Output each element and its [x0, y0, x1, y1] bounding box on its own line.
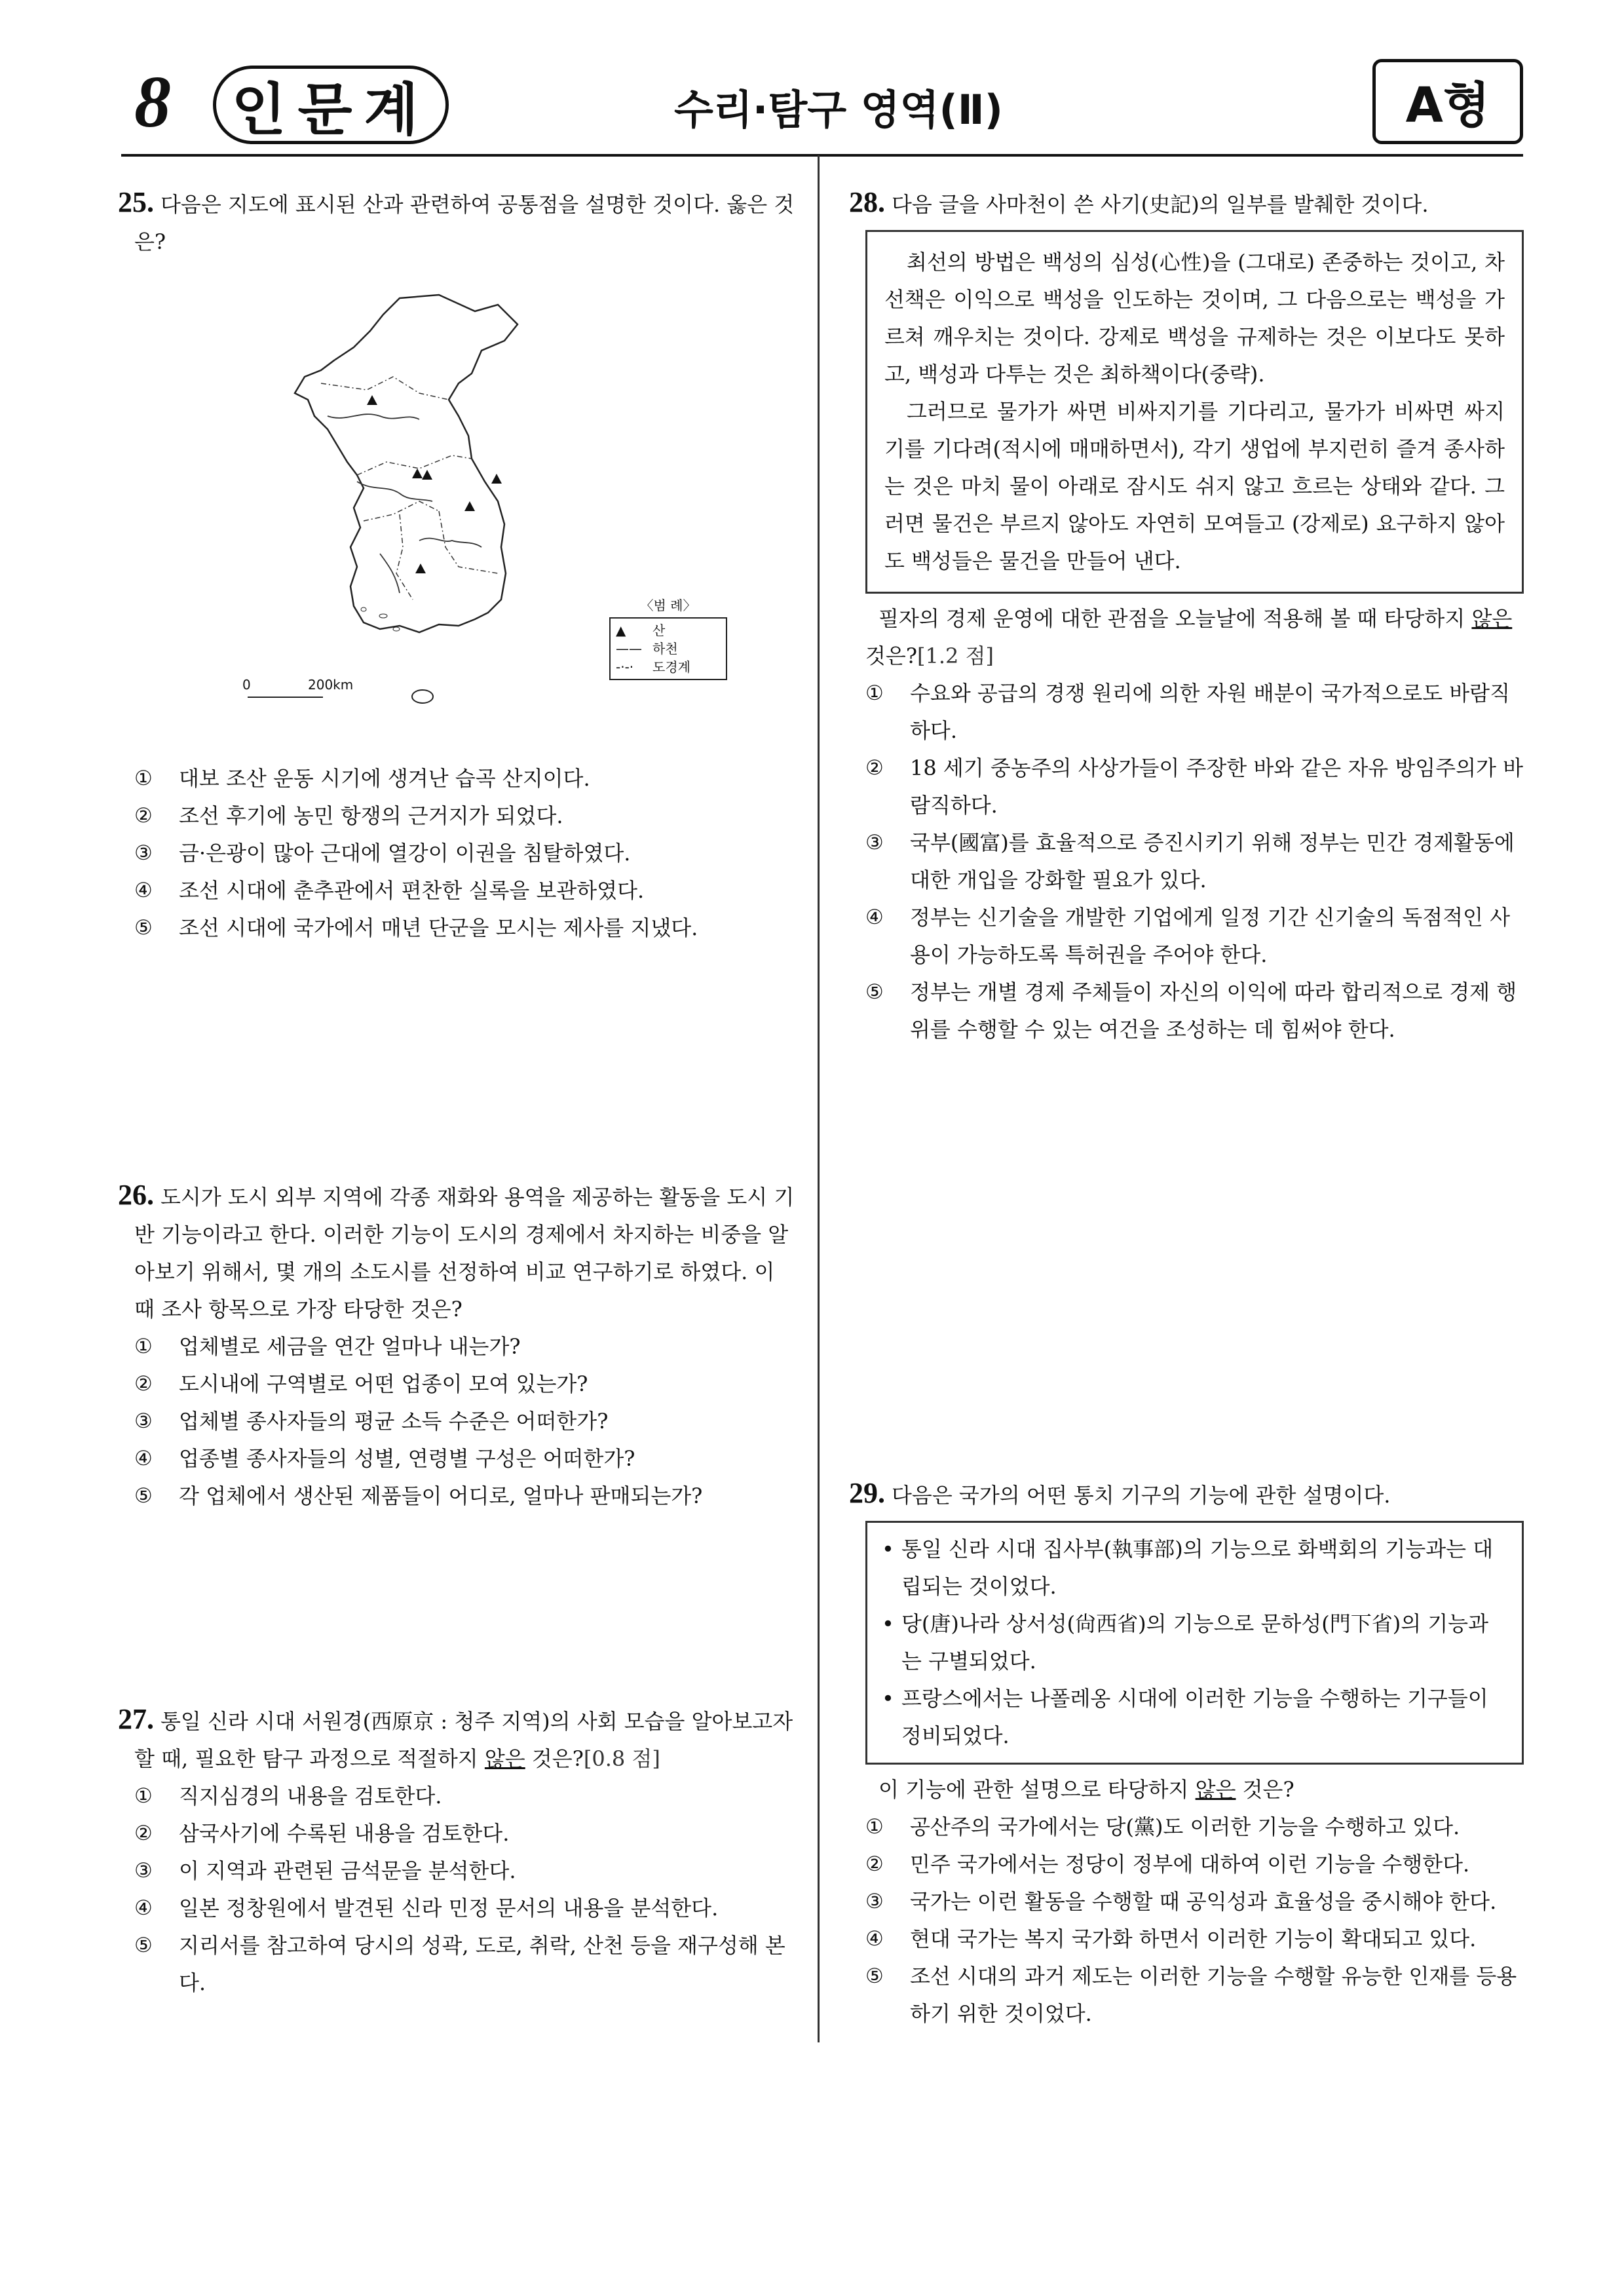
- choice-5[interactable]: ⑤ 각 업체에서 생산된 제품들이 어디로, 얼마나 판매되는가?: [134, 1483, 703, 1508]
- choice-5[interactable]: ⑤ 조선 시대의 과거 제도는 이러한 기능을 수행할 유능한 인재를 등용하기 위한 것이었다.: [865, 1964, 1517, 2026]
- underlined-negation: 않은: [1471, 606, 1513, 631]
- choice-1[interactable]: ① 공산주의 국가에서는 당(黨)도 이러한 기능을 수행하고 있다.: [865, 1814, 1460, 1839]
- choice-4[interactable]: ④ 정부는 신기술을 개발한 기업에게 일정 기간 신기술의 독점적인 사용이 가능하도록 특허권을 주어야 한다.: [865, 905, 1511, 967]
- question-number: 26.: [118, 1179, 154, 1211]
- column-divider: [818, 155, 820, 2042]
- question-stem: 27. 통일 신라 시대 서원경(西原京 : 청주 지역)의 사회 모습을 알아보고자 할 때, 필요한 탐구 과정으로 적절하지 않은 것은?[0.8 점]: [118, 1703, 793, 1771]
- question-text: 다음 글을 사마천이 쓴 사기(史記)의 일부를 발췌한 것이다.: [892, 192, 1429, 217]
- points-label: [0.8 점]: [583, 1746, 660, 1771]
- legend-title: 〈범 례〉: [640, 598, 696, 613]
- question-prompt: 이 기능에 관한 설명으로 타당하지 않은 것은?: [878, 1777, 1294, 1802]
- question-text: 다음은 국가의 어떤 통치 기구의 기능에 관한 설명이다.: [892, 1483, 1391, 1508]
- question-text: 도시가 도시 외부 지역에 각종 재화와 용역을 제공하는 활동을 도시 기반 기능이라고 한다. 이러한 기능이 도시의 경제에서 차지하는 비중을 알아보기 위해서, 몇 개의 소도시를 선정하여 비교 연구하기로 하였다. 이 때 조사 항목으로 가장 타당한 것은?: [134, 1185, 795, 1322]
- bullet-icon: •: [882, 1686, 894, 1711]
- choice-4[interactable]: ④ 현대 국가는 복지 국가화 하면서 이러한 기능이 확대되고 있다.: [865, 1926, 1477, 1951]
- choice-1[interactable]: ① 수요와 공급의 경쟁 원리에 의한 자원 배분이 국가적으로도 바람직하다.: [865, 681, 1511, 743]
- underlined-negation: 않은: [1195, 1777, 1236, 1802]
- question-26: [118, 1176, 799, 1515]
- question-29: [849, 1474, 1524, 2033]
- page-number: 8: [134, 62, 171, 143]
- choice-5[interactable]: ⑤ 조선 시대에 국가에서 매년 단군을 모시는 제사를 지냈다.: [134, 915, 698, 940]
- question-text: 다음은 지도에 표시된 산과 관련하여 공통점을 설명한 것이다. 옳은 것은?: [134, 192, 795, 254]
- question-27: [118, 1700, 799, 2002]
- choice-5[interactable]: ⑤ 지리서를 참고하여 당시의 성곽, 도로, 취락, 산천 등을 재구성해 본다.: [134, 1933, 785, 1995]
- border-dashline-icon: -·-·: [616, 659, 634, 675]
- choice-1[interactable]: ① 직지심경의 내용을 검토한다.: [134, 1784, 442, 1808]
- question-stem: [849, 1474, 1524, 1514]
- scale-distance-label: 200km: [308, 677, 354, 693]
- choice-2[interactable]: ② 삼국사기에 수록된 내용을 검토한다.: [134, 1821, 510, 1846]
- question-stem: [118, 183, 799, 261]
- choice-3[interactable]: ③ 업체별 종사자들의 평균 소득 수준은 어떠한가?: [134, 1409, 609, 1434]
- choice-3[interactable]: ③ 국가는 이런 활동을 수행할 때 공익성과 효율성을 중시해야 한다.: [865, 1889, 1497, 1914]
- river-line-icon: ——: [616, 641, 642, 657]
- section-label: 인문계: [213, 66, 449, 144]
- question-28: [849, 183, 1524, 1048]
- info-bullet: • 당(唐)나라 상서성(尙西省)의 기능으로 문하성(門下省)의 기능과는 구별되었다.: [882, 1605, 1507, 1680]
- legend-mountain: ▲ 산: [616, 622, 666, 638]
- info-box: [865, 1521, 1524, 1765]
- passage-box: [865, 230, 1524, 594]
- question-number: 27.: [118, 1703, 154, 1735]
- legend-river: —— 하천: [616, 641, 678, 657]
- map-legend: [609, 596, 727, 680]
- scale-bar: [248, 697, 323, 698]
- points-label: [1.2 점]: [916, 643, 994, 668]
- choice-2[interactable]: ② 조선 후기에 농민 항쟁의 근거지가 되었다.: [134, 803, 563, 828]
- choice-2[interactable]: ② 민주 국가에서는 정당이 정부에 대하여 이런 기능을 수행한다.: [865, 1852, 1470, 1877]
- question-number: 28.: [849, 186, 885, 218]
- header-rule: [121, 154, 1523, 157]
- exam-title: 수리·탐구 영역(Ⅱ): [673, 86, 1003, 134]
- choice-3[interactable]: ③ 금·은광이 많아 근대에 열강이 이권을 침탈하였다.: [134, 841, 631, 866]
- choice-4[interactable]: ④ 일본 정창원에서 발견된 신라 민정 문서의 내용을 분석한다.: [134, 1896, 719, 1921]
- question-stem: [849, 183, 1524, 223]
- bullet-icon: •: [882, 1611, 894, 1636]
- legend-border: -·-· 도경계: [616, 659, 690, 675]
- question-number: 29.: [849, 1477, 885, 1509]
- bullet-icon: •: [882, 1537, 894, 1561]
- question-prompt: 필자의 경제 운영에 대한 관점을 오늘날에 적용해 볼 때 타당하지 않은 것은?[1.2 점]: [865, 606, 1513, 668]
- choice-5[interactable]: ⑤ 정부는 개별 경제 주체들이 자신의 이익에 따라 합리적으로 경제 행위를 수행할 수 있는 여건을 조성하는 데 힘써야 한다.: [865, 980, 1517, 1042]
- choice-2[interactable]: ② 18 세기 중농주의 사상가들이 주장한 바와 같은 자유 방임주의가 바람직하다.: [865, 756, 1523, 818]
- passage-paragraph: 그러므로 물가가 싸면 비싸지기를 기다리고, 물가가 비싸면 싸지기를 기다려(적시에 매매하면서), 각기 생업에 부지런히 즐겨 종사하는 것은 마치 물이 아래로 잠시도 쉬지 않고 흐르는 상태와 같다. 그러면 물건은 부르지 않아도 자연히 모여들고 (강제로) 요구하지 않아도 백성들은 물건을 만들어 낸다.: [884, 399, 1505, 573]
- question-25: [118, 183, 799, 261]
- choice-4[interactable]: ④ 업종별 종사자들의 성별, 연령별 구성은 어떠한가?: [134, 1446, 635, 1471]
- korea-map: [223, 285, 734, 731]
- choice-3[interactable]: ③ 국부(國富)를 효율적으로 증진시키기 위해 정부는 민간 경제활동에 대한 개입을 강화할 필요가 있다.: [865, 830, 1515, 892]
- question-number: 25.: [118, 186, 154, 218]
- mountain-triangle-icon: ▲: [616, 622, 626, 638]
- choice-4[interactable]: ④ 조선 시대에 춘추관에서 편찬한 실록을 보관하였다.: [134, 878, 645, 903]
- info-bullet: • 통일 신라 시대 집사부(執事部)의 기능으로 화백회의 기능과는 대립되는 것이었다.: [882, 1531, 1507, 1605]
- scale-zero-label: 0: [242, 677, 251, 693]
- choice-3[interactable]: ③ 이 지역과 관련된 금석문을 분석한다.: [134, 1858, 516, 1883]
- choice-1[interactable]: ① 업체별로 세금을 연간 얼마나 내는가?: [134, 1334, 521, 1359]
- choice-2[interactable]: ② 도시내에 구역별로 어떤 업종이 모여 있는가?: [134, 1371, 588, 1396]
- form-type-badge: A형: [1372, 59, 1523, 144]
- question-25-choices: [118, 760, 799, 947]
- passage-paragraph: 최선의 방법은 백성의 심성(心性)을 (그대로) 존중하는 것이고, 차선책은 이익으로 백성을 인도하는 것이며, 그 다음으로는 백성을 가르쳐 깨우치는 것이다. 강제로 백성을 규제하는 것은 이보다도 못하고, 백성과 다투는 것은 최하책이다(중략).: [884, 250, 1505, 387]
- underlined-negation: 않은: [484, 1746, 525, 1771]
- question-stem: [118, 1176, 799, 1328]
- info-bullet: • 프랑스에서는 나폴레옹 시대에 이러한 기능을 수행하는 기구들이 정비되었다.: [882, 1680, 1507, 1755]
- choice-1[interactable]: ① 대보 조산 운동 시기에 생겨난 습곡 산지이다.: [134, 766, 590, 791]
